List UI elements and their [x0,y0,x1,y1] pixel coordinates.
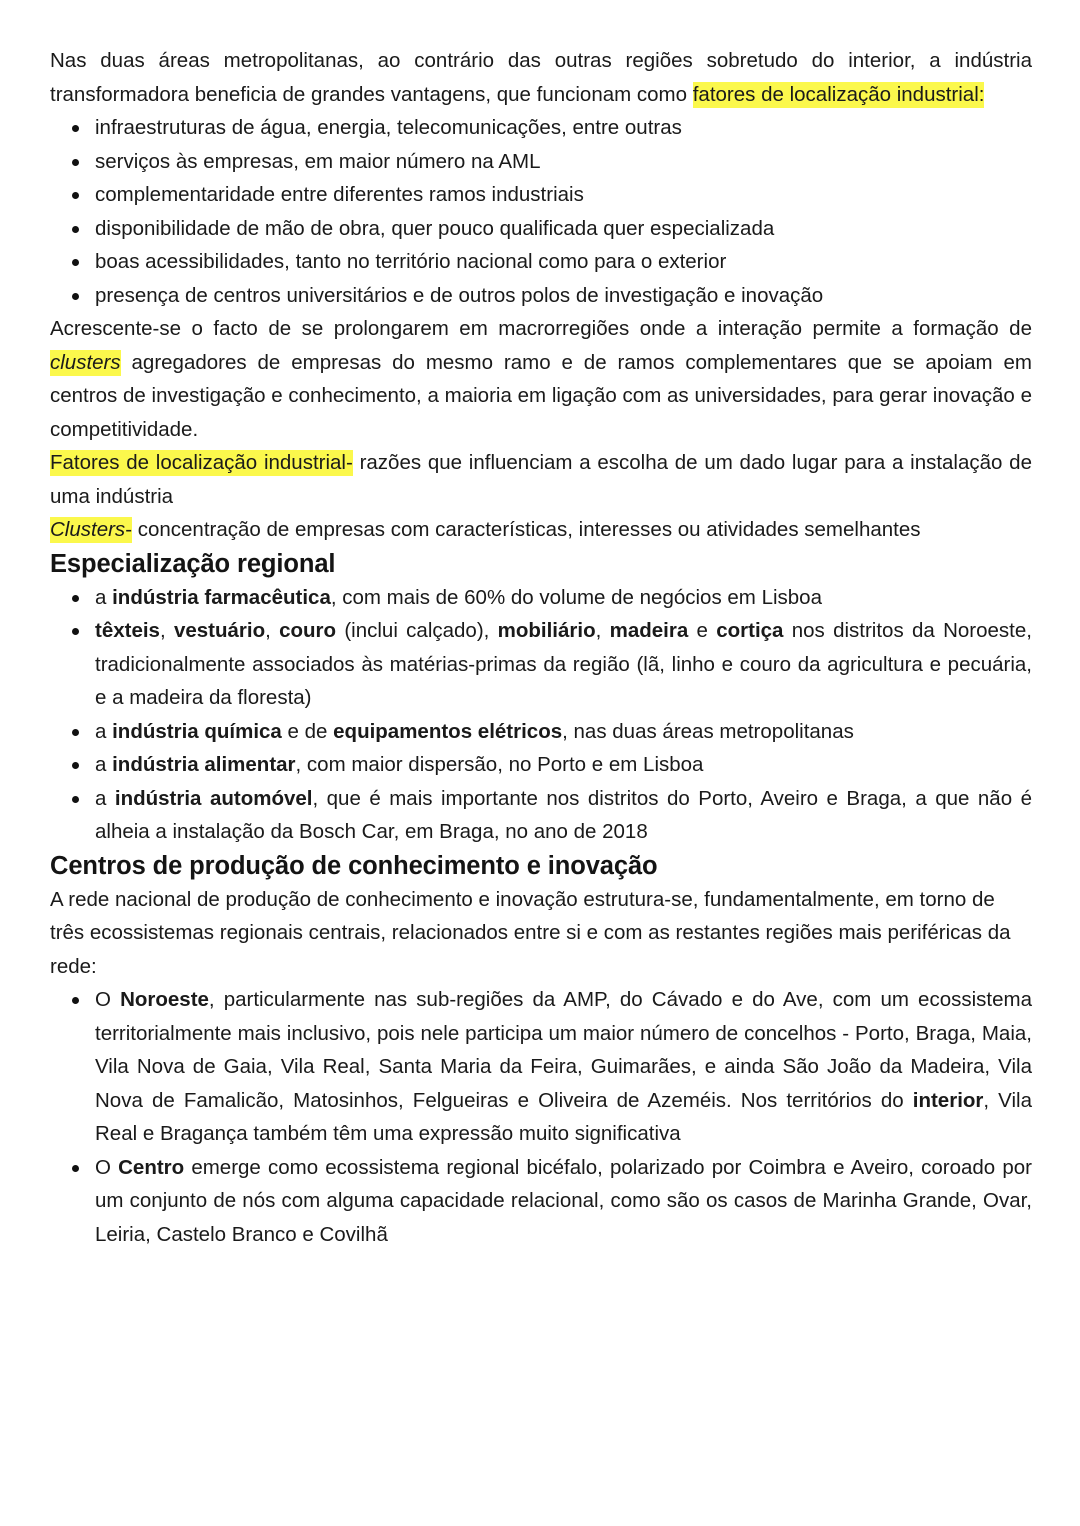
text-run: a [95,585,113,609]
specialization-item-0 [95,581,1032,615]
highlight-definition-term-factors: Fatores de localização industrial- [50,451,353,474]
list-item [50,782,1032,849]
clusters-paragraph-part2: agregadores de empresas do mesmo ramo e de ramos complementares que se apoiam em centros de investigação e conhecimento, a maioria em ligação com as universidades, para gerar inovação e competitividade. [50,350,1032,441]
bold-run: indústria química [112,719,282,743]
text-run: a [95,753,113,776]
list-item [50,581,1032,615]
intro-paragraph [50,44,1032,111]
bold-run: vestuário [173,619,266,642]
list-item [50,111,1032,145]
list-item [50,1151,1032,1252]
bold-run: indústria alimentar [112,753,296,776]
bold-run: Noroeste [120,988,209,1011]
definition-clusters-body: concentração de empresas com características, interesses ou atividades semelhantes [132,518,921,541]
specialization-item-4 [95,782,1032,849]
factor-item-3: disponibilidade de mão de obra, quer pouco qualificada quer especializada [95,216,775,240]
bold-run: madeira [609,619,689,642]
text-run: e de [281,719,334,743]
highlight-definition-term-clusters [50,517,132,543]
text-run: a [95,719,113,743]
text-run: , que é mais importante nos distritos do Porto, Aveiro e Braga, a que não é alheia a instalação da Bosch Car, em Braga, no ano de 2018 [95,786,1032,843]
list-item [50,245,1032,279]
knowledge-item-0 [95,983,1032,1151]
text-run: , com mais de 60% do volume de negócios em Lisboa [330,585,822,609]
knowledge-paragraph: A rede nacional de produção de conhecimento e inovação estrutura-se, fundamentalmente, em torno de três ecossistemas regionais centrais, relacionados entre si e com as restantes regiões mais periféricas da rede: [50,887,1011,978]
text-run: , [159,619,174,642]
text-run: , nas duas áreas metropolitanas [562,719,854,743]
bold-run: couro [279,619,337,642]
clusters-italic: clusters [50,350,121,374]
list-item [50,983,1032,1151]
factors-list [50,111,1032,312]
highlight-clusters [50,350,121,376]
highlight-fatores-localizacao: fatores de localização industrial: [692,82,985,106]
list-item [50,145,1032,179]
factor-item-5: presença de centros universitários e de outros polos de investigação e inovação [95,283,824,307]
text-run: e [688,619,717,642]
list-item [50,178,1032,212]
bold-run: indústria farmacêutica [112,585,331,609]
bold-run: cortiça [716,619,784,642]
bold-run: equipamentos elétricos [333,719,563,743]
bold-run: têxteis [95,619,160,642]
bold-run: indústria automóvel [114,786,313,810]
specialization-list [50,581,1032,849]
clusters-paragraph-part1: Acrescente-se o facto de se prolongarem em macrorregiões onde a interação permite a formação de [50,317,1032,340]
definition-clusters [50,513,1032,547]
specialization-item-1 [95,614,1032,715]
intro-paragraph-text: Nas duas áreas metropolitanas, ao contrário das outras regiões sobretudo do interior, a indústria transformadora beneficia de grandes vantagens, que funcionam como [50,49,1032,106]
text-run: O [95,1155,119,1179]
text-run: emerge como ecossistema regional bicéfalo, polarizado por Coimbra e Aveiro, coroado por um conjunto de nós com alguma capacidade relacional, como são os casos de Marinha Grande, Ovar, Leiria, Castelo Branco e Covilhã [95,1155,1032,1246]
heading-centros-producao: Centros de produção de conhecimento e inovação [50,851,658,880]
text-run: , particularmente nas sub-regiões da AMP, do Cávado e do Ave, com um ecossistema territorialmente mais inclusivo, pois nele participa um maior número de concelhos - Porto, Braga, Maia, Vila Nova de Gaia, Vila Real, Santa Maria da Feira, Guimarães, e ainda São João da Madeira, Vila Nova de Famalicão, Matosinhos, Felgueiras e Oliveira de Azeméis. Nos territórios do [95,988,1032,1112]
bold-run: interior [912,1088,984,1112]
clusters-definition-dash: - [125,518,133,541]
bold-run: mobiliário [497,619,596,642]
specialization-item-2 [95,715,1032,749]
definition-factors [50,446,1032,513]
text-run: O [95,988,121,1011]
knowledge-list [50,983,1032,1251]
text-run: a [95,786,115,810]
clusters-definition-italic: Clusters [50,518,126,541]
bold-run: Centro [118,1155,185,1179]
list-item [50,748,1032,782]
factor-item-4: boas acessibilidades, tanto no território nacional como para o exterior [95,250,727,273]
definition-factors-body: razões que influenciam a escolha de um dado lugar para a instalação de uma indústria [50,451,1032,508]
heading-especializacao-regional: Especialização regional [50,549,336,578]
text-run: , [595,619,610,642]
list-item [50,212,1032,246]
factor-item-0: infraestruturas de água, energia, telecomunicações, entre outras [95,116,682,139]
list-item [50,715,1032,749]
text-run: (inclui calçado), [336,619,498,642]
text-run: , Vila Real e Bragança também têm uma expressão muito significativa [95,1088,1032,1145]
list-item [50,279,1032,313]
text-run: , com maior dispersão, no Porto e em Lisboa [295,753,704,776]
factor-item-2: complementaridade entre diferentes ramos industriais [95,183,584,206]
text-run: nos distritos da Noroeste, tradicionalmente associados às matérias-primas da região (lã, linho e couro da agricultura e pecuária, e a madeira da floresta) [95,619,1032,709]
text-run: , [265,619,280,642]
factor-item-1: serviços às empresas, em maior número na AML [95,149,541,173]
clusters-paragraph [50,312,1032,446]
list-item [50,614,1032,715]
knowledge-item-1 [95,1151,1032,1252]
specialization-item-3 [95,748,1032,782]
